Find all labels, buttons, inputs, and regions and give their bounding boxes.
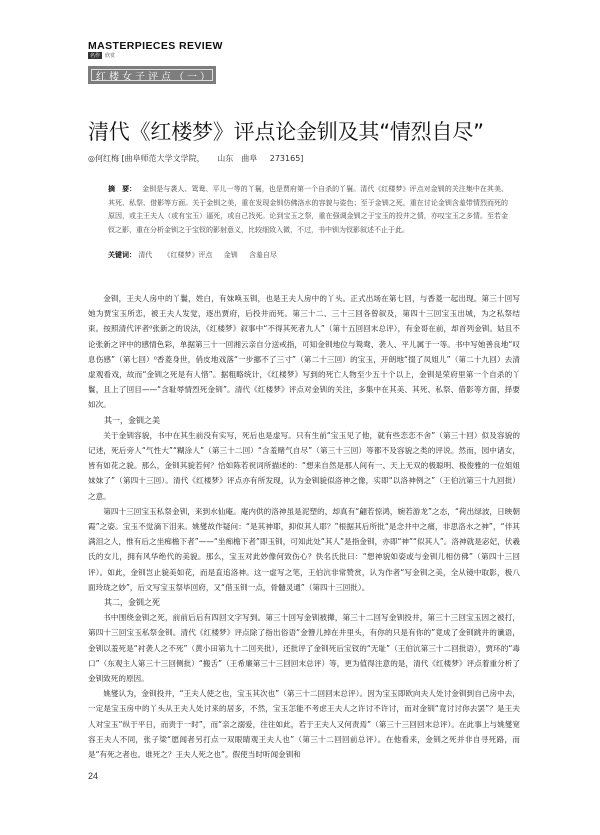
body-paragraph: 姚燮认为，金钏投井，“王夫人使之也，宝玉其次也”（第三十二回回末总评）。因为宝玉即欧向夫人处讨金钏到自己房中去，一定是宝玉房中的丫头从王夫人处讨来的居多，不然，宝玉怎能不考虑王夫人之许讨不许讨，而对金钏“竟讨讨你去罢”？是王夫人对宝玉“纵于平日，而责于一时”，而“亲之溺爱，往往如此，若于王夫人又何责焉”（第三十三回回末总评）。在此事上与姚燮宽容王夫人不同，张子梁“愿闻者另打点一双眼睛观王夫人也”（第三十二回回前总评）。在他看来，金钏之死并非自寻死路，而是“有死之者也。谁死之？王夫人死之也”。假使当时听闻金钏和: [88, 689, 520, 760]
keyword: 清代: [138, 251, 153, 259]
subtag-box: 名作: [90, 53, 101, 59]
abstract-label: 摘 要：: [108, 185, 137, 193]
masthead-subtag: [88, 52, 115, 59]
author-postcode: 273165]: [269, 154, 304, 163]
masthead: MASTERPIECES REVIEW: [88, 40, 223, 52]
article-title: 清代《红楼梦》评点论金钏及其“情烈自尽”: [88, 120, 484, 144]
body-paragraph: 金钏，王夫人房中的丫鬟，姓白，有妹唤玉钏，也是王夫人房中的丫头。正式出场在第七回，与香菱一起出现。第三十回写她为贾宝玉所恋，被王夫人发觉，逐出贾府，后投井而死。第三十二、三十三回各曾叙及，第四十三回宝玉出城，为之私祭结束。按照清代评者⁰张新之的说法，《红楼梦》叙事中“不得其死者九人”（第十五回回末总评），有金哥在前，却首列金钏。姑且不论张新之评中的感情色彩，单据第三十一回湘云亲自分送戒指，可知金钏地位与鸳鸯、袭人、平儿属于一等。书中写她善良地“叹息伤感”（第七回）⁰香菱身世，俏皮地戏落“一步挪不了三寸”（第二十三回）的宝玉，开朗地“掇了凤姐儿”（第二十九回）去清虚观看戏，故而“金钏之死是有人惜”。据粗略统计，《红楼梦》写到的死亡人物至少五十个以上，金钏是荣府里第一个自杀的丫鬟，且上了回目——“含耻辱情烈死金钏”。清代《红楼梦》评点对金钏的关注，多集中在其美、其死、私祭、借影等方面，择要如次。: [88, 294, 520, 410]
keywords: [108, 250, 286, 260]
keyword: 《红楼梦》评点: [163, 251, 213, 259]
page-number: 24: [88, 771, 99, 781]
author-line: [88, 153, 313, 164]
body-paragraph: 关于金钏容貌，书中在其生前没有实写，死后也是虚写。只有生前“宝玉见了他，就有些恋恋不舍”（第三十回）似及容貌的记述，死后旁人“气性大”“糊涂人”（第三十二回）“含羞赌气自尽”（第三十三回）等都不及容貌之类的评说。然而，园中诸女，皆有如花之貌。那么，金钏其貌若何？恰如陈若祝词所描述的：“想来自然是那人间有一、天上无双的极聪明、极俊雅的一位姐姐妹妹了”（第四十三回）。清代《红楼梦》评点亦有所发现，认为金钏貌似洛神之像，实即“以洛神例之”（王伯沆第三十九回批）之意。: [88, 430, 520, 501]
abstract-text: 金钏是与袭人、鸳鸯、平儿一等的丫鬟，也是贾府第一个自杀的丫鬟。清代《红楼梦》评点对金钏的关注集中在其美、其死、私祭、借影等方面。关于金钏之美，重在发现金钏仿佛洛水的容貌与姿色；至于金钏之死，重在讨论金钏含羞带情烈而死的原因，或主王夫人（或有宝玉）逼死，或自己找死。论到宝玉之祭，重在强调金钏之于宝玉的投井之情，亦叹宝玉之多情。至若金钗之影，重在分析金钏之于宝钗的影射意义，比较细致入微，不过，书中钏为钗影叙述不止于此。: [108, 185, 509, 234]
author-name: ◎何红梅 [曲阜师范大学文学院，: [88, 154, 205, 163]
keywords-label: 关键词：: [108, 251, 136, 259]
column-name: 红楼女子评点（一）: [96, 71, 213, 83]
author-place: 山东 曲阜: [217, 154, 258, 163]
keyword: 含羞自尽: [248, 251, 277, 259]
column-banner: [88, 66, 216, 84]
section-heading: 其一，金钏之美: [104, 415, 160, 425]
body-paragraph: 书中围绕金钏之死，前前后后有四回文字写到。第三十回写金钏被撵，第三十二回写金钏投井，第三十三回宝玉因之被打，第四十三回宝玉私祭金钏。清代《红楼梦》评点除了指出俗语“金簪儿掉在井里头，有你的只是有你的”竟成了金钏跳井的谶语，金钏以羞死是“衬袭人之不死”（黄小田第九十二回夹批），还批评了金钏死后宝钗的“无耻”（王伯沆第三十二回批语），贾环的“毒口”（东观主人第三十三回侧批）“搬舌”（王希廉第三十三回回末总评）等，更为值得注意的是，清代《红楼梦》评点着重分析了金钏致死的原因。: [88, 613, 520, 684]
keyword: 金钏: [223, 251, 238, 259]
abstract: [108, 183, 508, 237]
banner-frame: [91, 69, 213, 81]
body-paragraph: 第四十三回宝玉私祭金钏，来到水仙庵。庵内供的洛神虽是泥塑的，却真有“翩若惊鸿，婉若游龙”之态，“荷出绿波，日映朝霞”之姿。宝玉不觉滴下泪来。姚燮故作疑问：“是其神耶，抑似其人耶？”根据其后所批“是念井中之痛，非思洛水之神”，“伴其满泪之人，惟有后之坐痴檐下者”——“坐痴檐下者”即玉钏，可知此处“其人”是指金钏，亦即“神”“似其人”。洛神就是宓妃，伏羲氏的女儿，拥有风华绝代的美貌。那么，宝玉对此妙像何致伤心？佚名氏批曰：“想神貌如姿或与金钏儿相仿佛”（第四十三回评）。如此，金钏岂止貌美如花，而是直追洛神。这一虚写之笔，王伯沆非常赞赏，认为作者“写金钏之美，全从镜中取影，极八面玲珑之妙”，后文写宝玉祭毕回府，又“借玉钏一点，骨髓灵通”（第四十三回批）。: [88, 506, 520, 592]
section-heading: 其二，金钏之死: [104, 598, 160, 608]
article-body: [88, 291, 520, 762]
subtag-text: 欣赏: [105, 53, 116, 59]
